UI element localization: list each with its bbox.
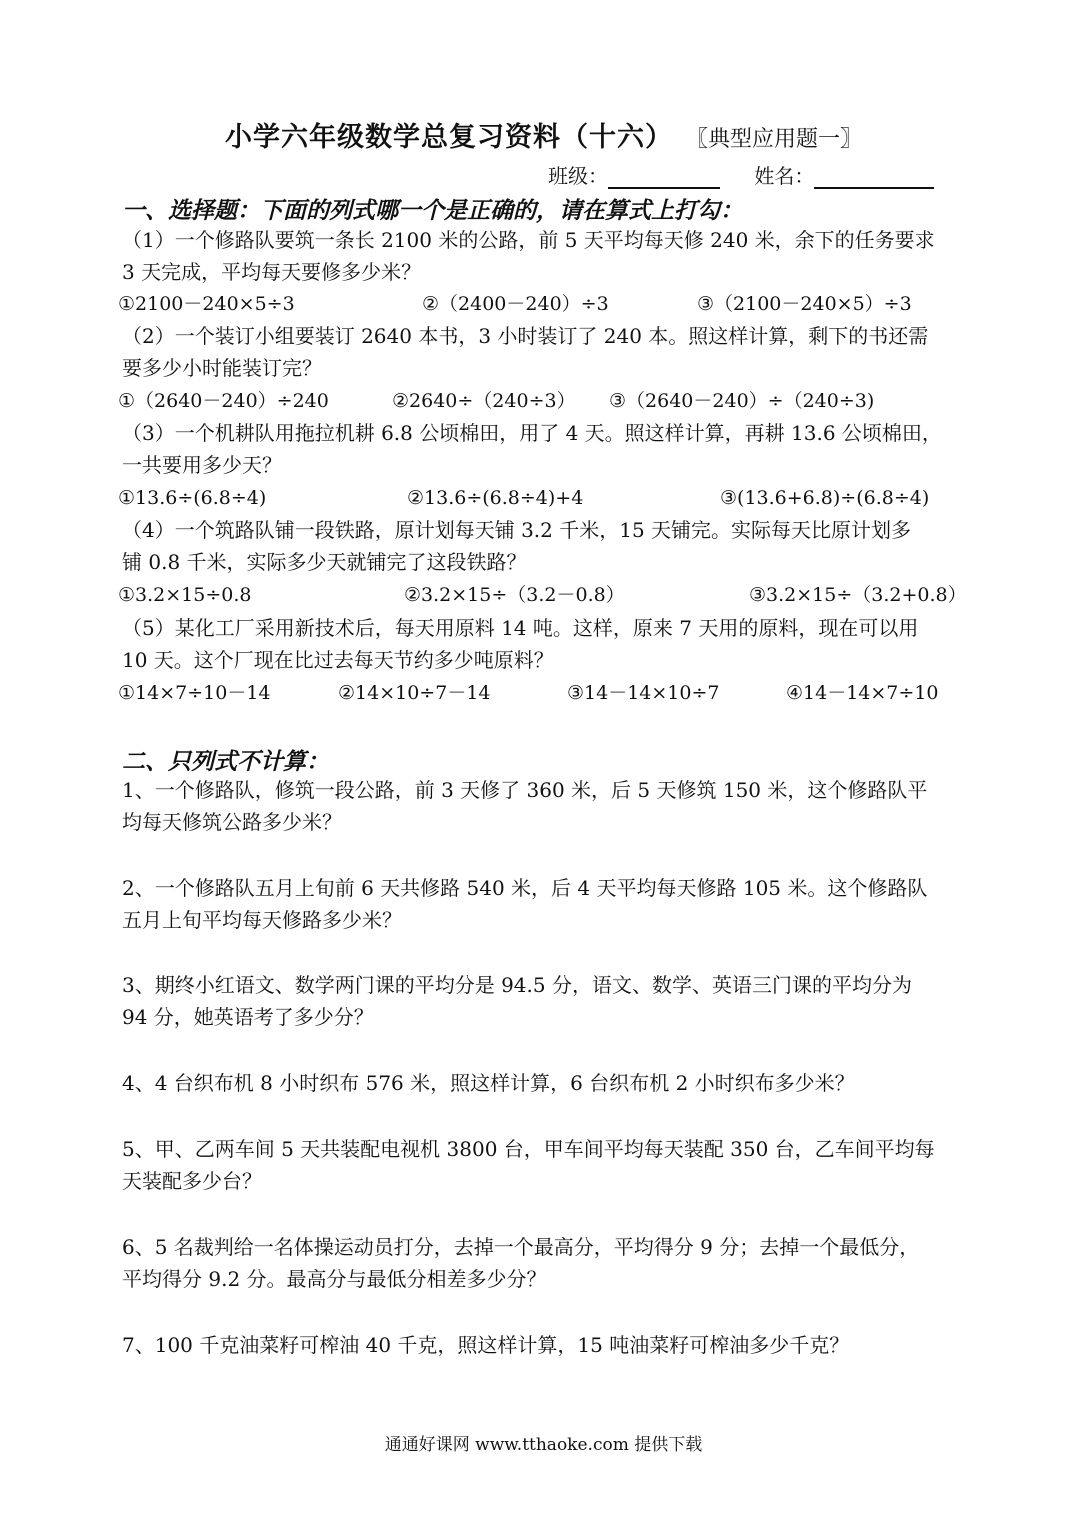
q5-line2: 10 天。这个厂现在比过去每天节约多少吨原料？ [122, 648, 554, 672]
q4-line2: 铺 0.8 千米，实际多少天就铺完了这段铁路？ [122, 550, 527, 574]
q3-option2[interactable]: ②13.6÷(6.8÷4)+4 [407, 487, 584, 509]
q1-line2: 3 天完成，平均每天要修多少米？ [122, 260, 422, 284]
q2-option2[interactable]: ②2640÷（240÷3） [392, 390, 576, 412]
section2-heading: 二、只列式不计算： [122, 749, 329, 775]
title-main: 小学六年级数学总复习资料（十六） [224, 122, 673, 153]
name-label: 姓名： [754, 164, 815, 188]
q2-option1[interactable]: ①（2640－240）÷240 [118, 390, 329, 412]
problem5-line2: 天装配多少台？ [122, 1169, 262, 1193]
problem1-line2: 均每天修筑公路多少米？ [122, 810, 342, 834]
q1-option2[interactable]: ②（2400－240）÷3 [422, 293, 609, 315]
problem2-line1: 2、一个修路队五月上旬前 6 天共修路 540 米，后 4 天平均每天修路 105 米。这个修路队 [122, 876, 928, 900]
section1-heading: 一、选择题：下面的列式哪一个是正确的，请在算式上打勾： [122, 198, 743, 224]
q3-option3[interactable]: ③(13.6+6.8)÷(6.8÷4) [720, 487, 930, 509]
q5-option3[interactable]: ③14－14×10÷7 [567, 682, 720, 704]
q2-option3[interactable]: ③（2640－240）÷（240÷3) [609, 390, 875, 412]
q3-line2: 一共要用多少天？ [122, 453, 282, 477]
q5-option2[interactable]: ②14×10÷7－14 [338, 682, 491, 704]
class-label: 班级： [548, 164, 608, 188]
q1-option3[interactable]: ③（2100－240×5）÷3 [697, 293, 912, 315]
q5-option1[interactable]: ①14×7÷10－14 [118, 682, 271, 704]
student-info [548, 160, 934, 189]
problem4-line1: 4、4 台织布机 8 小时织布 576 米，照这样计算，6 台织布机 2 小时织布多少米？ [122, 1071, 855, 1095]
q4-option3[interactable]: ③3.2×15÷（3.2+0.8） [749, 584, 967, 606]
q3-option1[interactable]: ①13.6÷(6.8÷4) [118, 487, 267, 509]
problem3-line2: 94 分，她英语考了多少分？ [122, 1005, 374, 1029]
q4-line1: （4）一个筑路队铺一段铁路，原计划每天铺 3.2 千米，15 天铺完。实际每天比原计划多 [122, 518, 912, 542]
footer: 通通好课网 www.tthaoke.com 提供下载 [384, 1435, 703, 1455]
problem1-line1: 1、一个修路队，修筑一段公路，前 3 天修了 360 米，后 5 天修筑 150 米，这个修路队平 [122, 778, 928, 802]
problem2-line2: 五月上旬平均每天修路多少米？ [122, 908, 402, 932]
q1-line1: （1）一个修路队要筑一条长 2100 米的公路，前 5 天平均每天修 240 米，余下的任务要求 [122, 228, 935, 252]
problem5-line1: 5、甲、乙两车间 5 天共装配电视机 3800 台，甲车间平均每天装配 350 台，乙车间平均每 [122, 1137, 935, 1161]
q2-line2: 要多少小时能装订完？ [122, 356, 322, 380]
problem6-line1: 6、5 名裁判给一名体操运动员打分，去掉一个最高分，平均得分 9 分；去掉一个最低分， [122, 1235, 920, 1259]
title-subtitle: 〖典型应用题一〗 [696, 127, 862, 152]
q4-option2[interactable]: ②3.2×15÷（3.2－0.8） [404, 584, 625, 606]
class-blank[interactable] [608, 169, 720, 189]
page-title [0, 115, 1087, 154]
q5-option4[interactable]: ④14－14×7÷10 [786, 682, 939, 704]
q3-line1: （3）一个机耕队用拖拉机耕 6.8 公顷棉田，用了 4 天。照这样计算，再耕 13.6 公顷棉田， [122, 421, 942, 445]
problem7-line1: 7、100 千克油菜籽可榨油 40 千克，照这样计算，15 吨油菜籽可榨油多少千克？ [122, 1333, 850, 1357]
problem3-line1: 3、期终小红语文、数学两门课的平均分是 94.5 分，语文、数学、英语三门课的平均分为 [122, 973, 912, 997]
q1-option1[interactable]: ①2100－240×5÷3 [118, 293, 295, 315]
problem6-line2: 平均得分 9.2 分。最高分与最低分相差多少分？ [122, 1267, 547, 1291]
q2-line1: （2）一个装订小组要装订 2640 本书，3 小时装订了 240 本。照这样计算，剩下的书还需 [122, 324, 929, 348]
q4-option1[interactable]: ①3.2×15÷0.8 [118, 584, 252, 606]
name-blank[interactable] [814, 169, 934, 189]
q5-line1: （5）某化工厂采用新技术后，每天用原料 14 吨。这样，原来 7 天用的原料，现在可以用 [122, 616, 919, 640]
